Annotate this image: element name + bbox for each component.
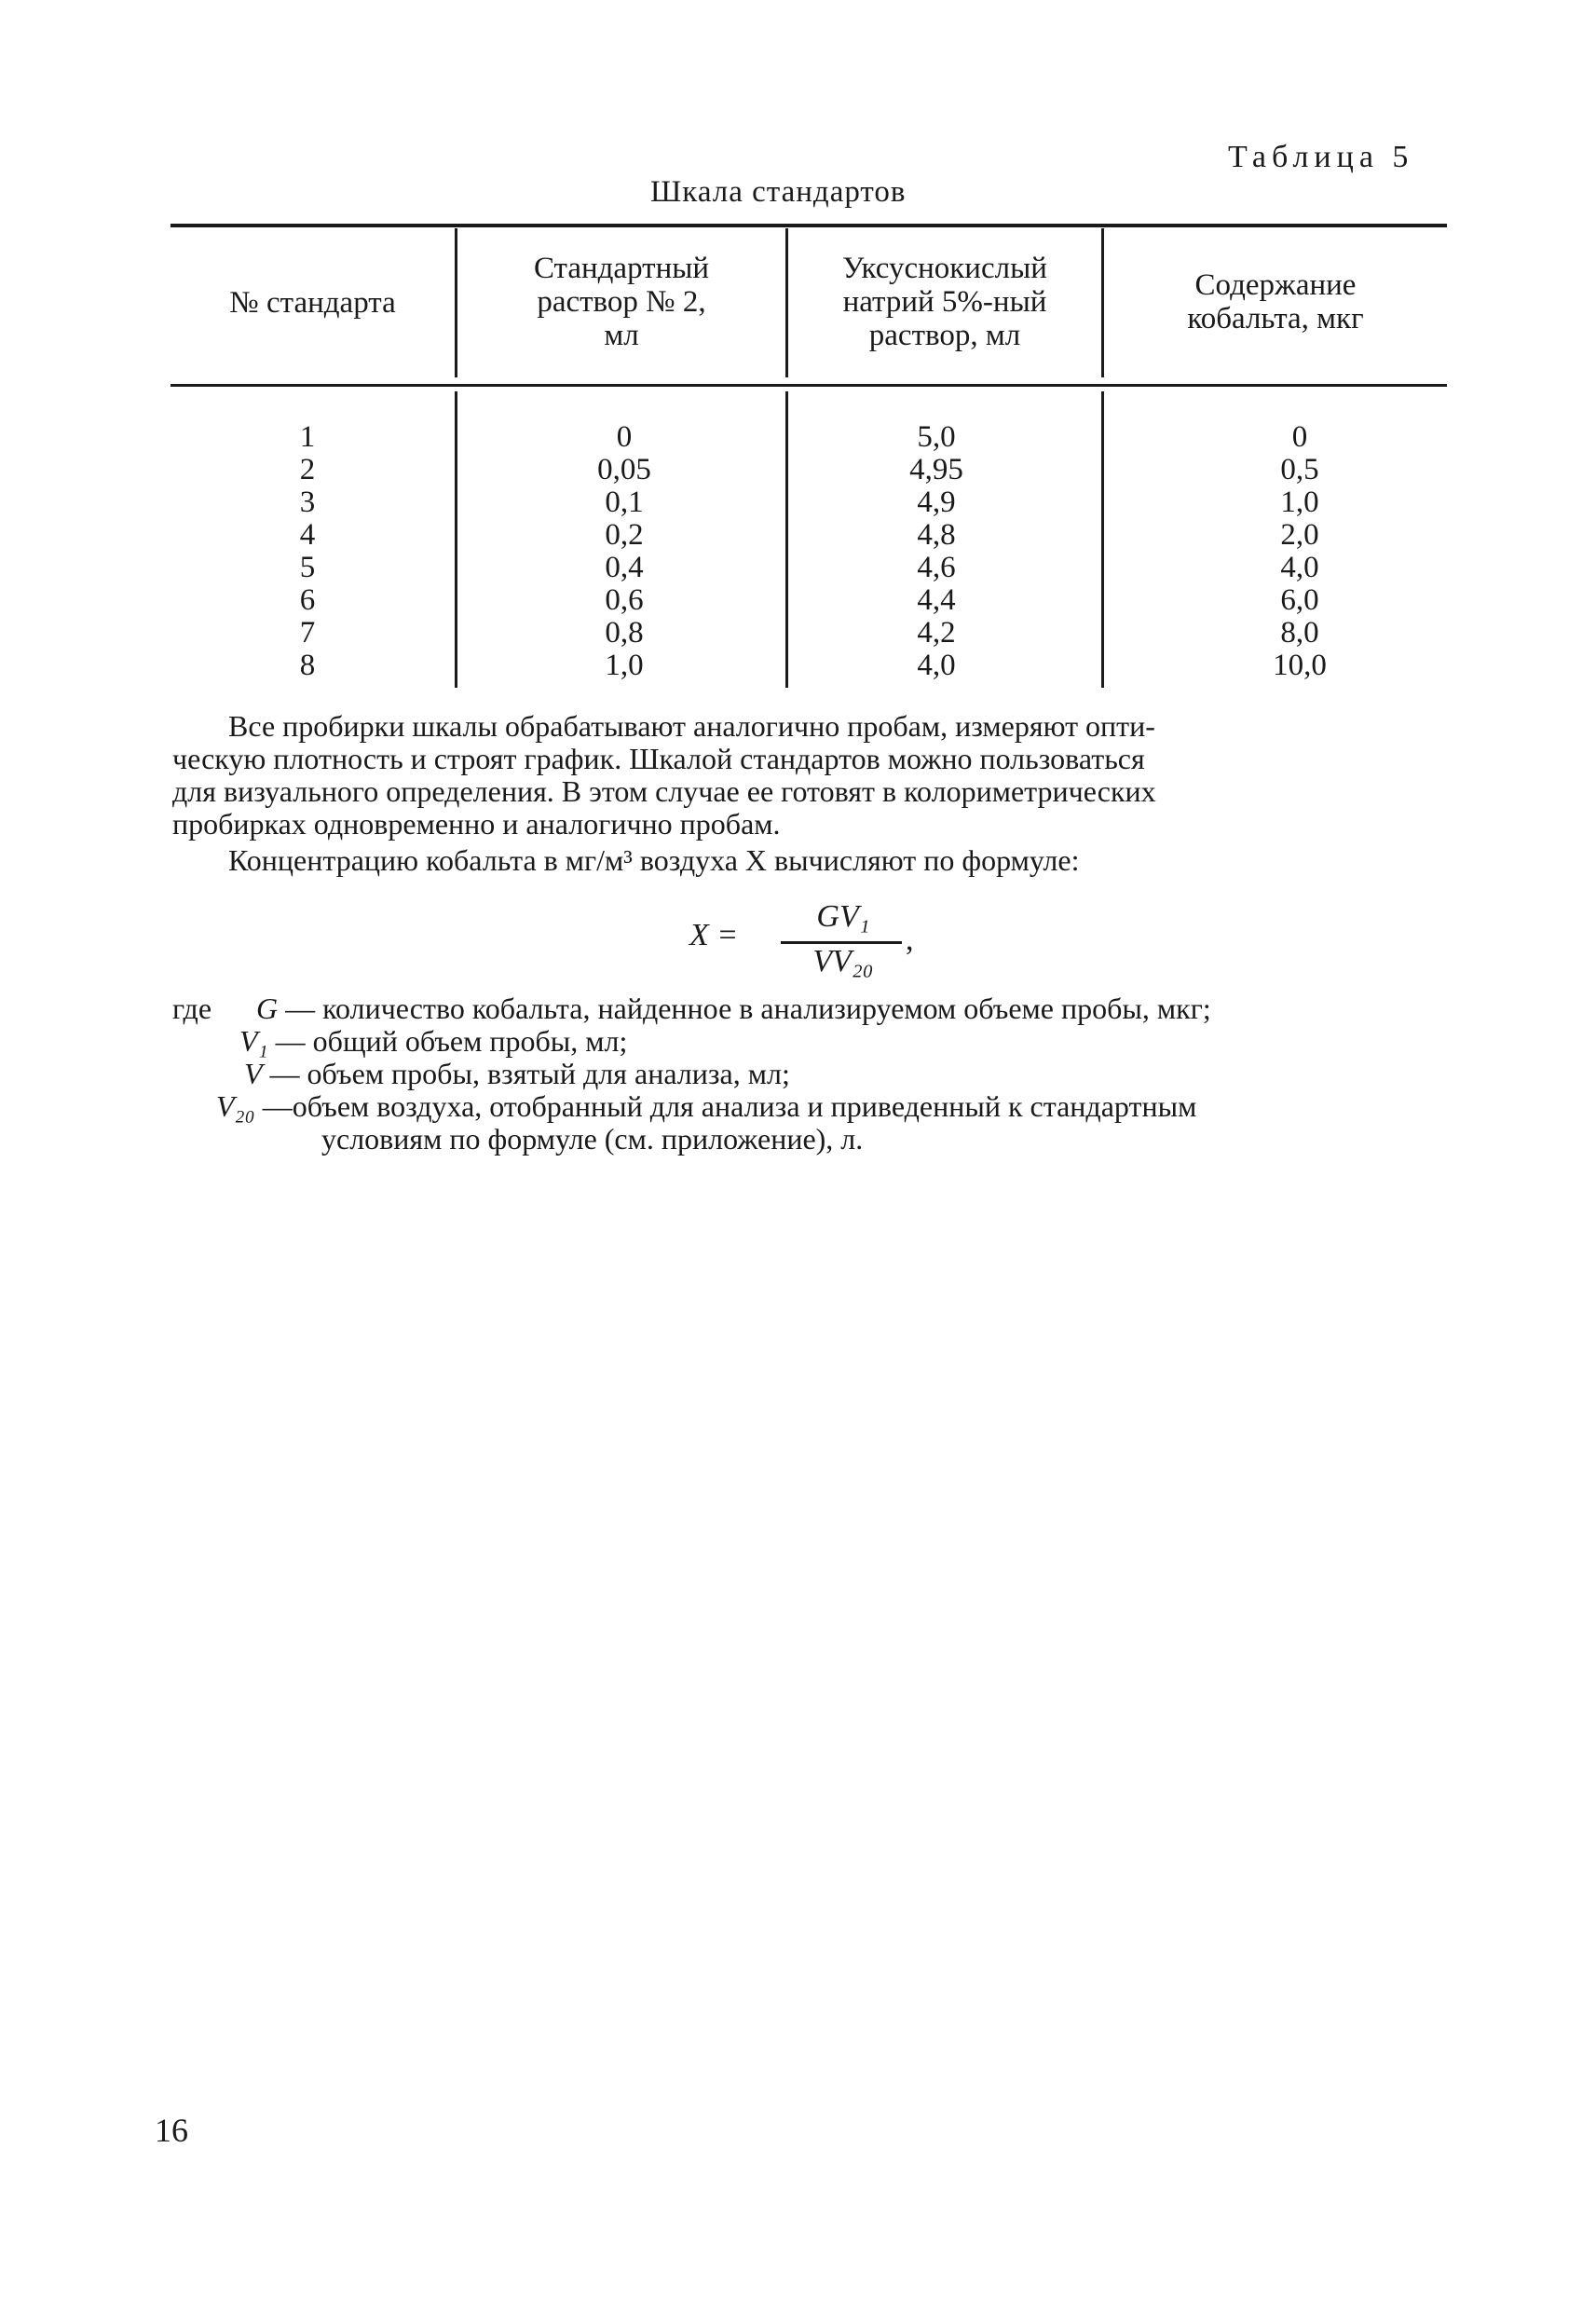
- table-cell: 3: [299, 486, 316, 519]
- table-label: Таблица 5: [1228, 140, 1414, 174]
- where-label: где: [172, 992, 212, 1025]
- definition-symbol: V: [244, 1057, 263, 1090]
- header-line: раствор № 2,: [537, 285, 706, 319]
- table-cell: 2: [299, 453, 316, 486]
- paragraph-concentration: [172, 844, 1449, 877]
- table-divider: [1101, 391, 1104, 688]
- table-cell: 10,0: [1273, 649, 1327, 682]
- definition-item: [256, 992, 1211, 1025]
- page-number: 16: [155, 2112, 188, 2149]
- table-cell: 0,6: [605, 583, 644, 617]
- table-header-rule: [171, 384, 1447, 387]
- table-cell: 0,1: [605, 486, 644, 519]
- definition-item: [244, 1058, 790, 1090]
- table-cell: 6,0: [1280, 583, 1319, 617]
- paragraph-processing: [172, 710, 1449, 841]
- paragraph-line: Все пробирки шкалы обрабатывают аналогично пробам, измеряют опти-: [228, 709, 1155, 743]
- column-sodium-acetate: [890, 421, 983, 682]
- table-cell: 0,4: [605, 551, 644, 584]
- formula-numerator: GV₁: [816, 899, 870, 934]
- table-cell: 4,2: [917, 616, 956, 650]
- header-line: мл: [604, 319, 639, 352]
- header-line: кобальта, мкг: [1187, 302, 1364, 335]
- header-line: Уксуснокислый: [842, 252, 1047, 285]
- table-cell: 0,8: [605, 616, 644, 650]
- definition-text: —объем воздуха, отобранный для анализа и приведенный к стандартным: [262, 1089, 1197, 1123]
- table-divider: [785, 391, 788, 688]
- table-divider: [455, 391, 457, 688]
- header-line: № стандарта: [229, 286, 396, 320]
- table-cell: 1: [299, 420, 316, 454]
- column-header-cobalt-content: [1104, 268, 1447, 335]
- table-cell: 1,0: [1280, 486, 1319, 519]
- table-cell: 8,0: [1280, 616, 1319, 650]
- table-cell: 8: [299, 649, 316, 682]
- table-cell: 4: [299, 518, 316, 552]
- header-line: Содержание: [1194, 268, 1357, 302]
- table-top-rule: [171, 224, 1447, 227]
- header-line: натрий 5%-ный: [842, 285, 1047, 319]
- formula-denominator: VV₂₀: [812, 944, 874, 978]
- paragraph-line: для визуального определения. В этом случае ее готовят в колориметрических: [172, 774, 1156, 808]
- table-cell: 4,0: [917, 649, 956, 682]
- definition-continuation: условиям по формуле (см. приложение), л.: [321, 1122, 864, 1156]
- column-header-standard-solution: [457, 252, 785, 352]
- column-standard-solution: [578, 421, 671, 682]
- formula-comma: ,: [906, 923, 914, 957]
- column-header-sodium-acetate: [788, 252, 1101, 352]
- definition-item: [239, 1025, 627, 1058]
- table-cell: 4,9: [917, 486, 956, 519]
- table-cell: 4,95: [909, 453, 963, 486]
- definition-text: — количество кобальта, найденное в анализируемом объеме пробы, мкг;: [285, 992, 1211, 1025]
- column-cobalt-content: [1248, 421, 1351, 682]
- table-cell: 2,0: [1280, 518, 1319, 552]
- definition-symbol: G: [256, 992, 279, 1025]
- table-cell: 0: [1291, 420, 1308, 454]
- definition-text: — общий объем пробы, мл;: [275, 1024, 628, 1058]
- table-cell: 6: [299, 583, 316, 617]
- table-cell: 4,4: [917, 583, 956, 617]
- table-cell: 0,5: [1280, 453, 1319, 486]
- definition-symbol: V₂₀: [216, 1089, 255, 1123]
- table-cell: 0,05: [597, 453, 651, 486]
- table-cell: 5: [299, 551, 316, 584]
- column-standard-number: [261, 421, 354, 682]
- table-cell: 7: [299, 616, 316, 650]
- table-cell: 1,0: [605, 649, 644, 682]
- header-line: раствор, мл: [868, 319, 1021, 352]
- table-title: Шкала стандартов: [650, 175, 907, 209]
- paragraph-line: пробирках одновременно и аналогично пробам.: [172, 807, 781, 841]
- formula-lhs: X =: [689, 918, 739, 952]
- formula: [689, 899, 914, 983]
- column-header-standard-number: [171, 286, 455, 320]
- definition-item: [216, 1090, 1196, 1123]
- table-cell: 0,2: [605, 518, 644, 552]
- table-cell: 5,0: [917, 420, 956, 454]
- table-cell: 4,6: [917, 551, 956, 584]
- definition-text: — объем пробы, взятый для анализа, мл;: [269, 1057, 790, 1090]
- header-line: Стандартный: [533, 252, 710, 285]
- paragraph-line: Концентрацию кобальта в мг/м³ воздуха X вычисляют по формуле:: [228, 843, 1080, 877]
- table-cell: 0: [616, 420, 633, 454]
- paragraph-line: ческую плотность и строят график. Шкалой стандартов можно пользоваться: [172, 742, 1145, 775]
- table-cell: 4,8: [917, 518, 956, 552]
- definition-symbol: V₁: [239, 1024, 268, 1058]
- table-cell: 4,0: [1280, 551, 1319, 584]
